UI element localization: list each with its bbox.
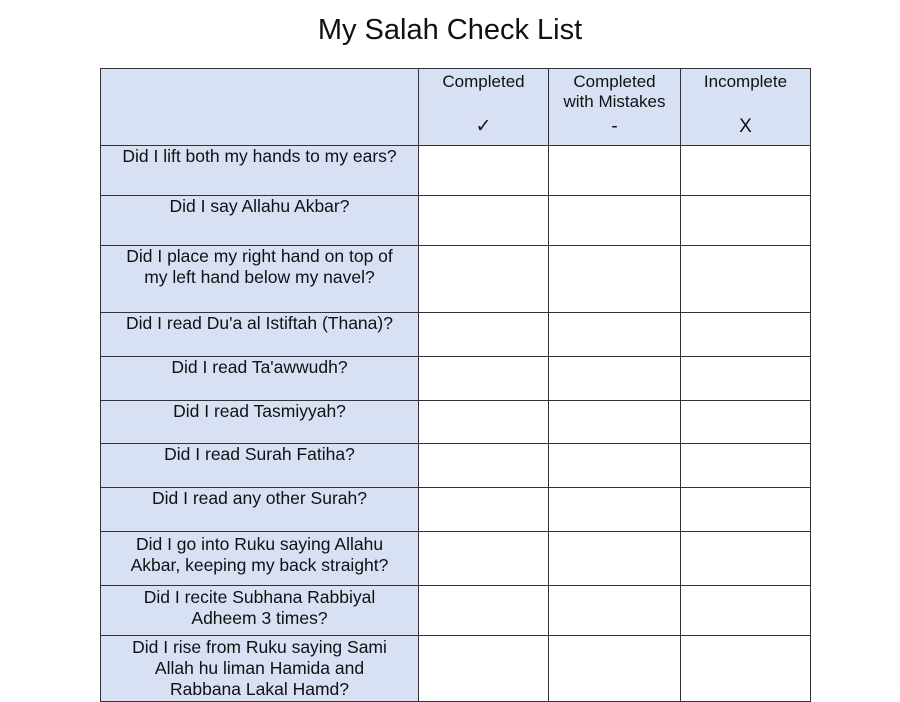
incomplete-cell[interactable] — [681, 196, 811, 246]
checkmark-icon: ✓ — [475, 116, 492, 137]
table-row — [101, 532, 811, 586]
mistakes-cell[interactable] — [549, 488, 681, 532]
table-row — [101, 586, 811, 636]
mistakes-cell[interactable] — [549, 196, 681, 246]
table-row — [101, 401, 811, 444]
completed-cell[interactable] — [419, 146, 549, 196]
incomplete-cell[interactable] — [681, 246, 811, 313]
header-completed: Completed ✓ — [419, 69, 549, 146]
incomplete-cell[interactable] — [681, 401, 811, 444]
incomplete-cell[interactable] — [681, 444, 811, 488]
question-cell: Did I read Du'a al Istiftah (Thana)? — [101, 313, 419, 357]
dash-icon: - — [611, 116, 618, 137]
mistakes-cell[interactable] — [549, 444, 681, 488]
question-cell: Did I say Allahu Akbar? — [101, 196, 419, 246]
mistakes-cell[interactable] — [549, 586, 681, 636]
question-cell: Did I rise from Ruku saying Sami Allah hu liman Hamida and Rabbana Lakal Hamd? — [101, 636, 419, 702]
incomplete-cell[interactable] — [681, 488, 811, 532]
incomplete-cell[interactable] — [681, 636, 811, 702]
completed-cell[interactable] — [419, 246, 549, 313]
completed-cell[interactable] — [419, 636, 549, 702]
table-row — [101, 246, 811, 313]
completed-cell[interactable] — [419, 532, 549, 586]
question-cell: Did I lift both my hands to my ears? — [101, 146, 419, 196]
table-row — [101, 357, 811, 401]
table-row — [101, 488, 811, 532]
question-cell: Did I read any other Surah? — [101, 488, 419, 532]
mistakes-cell[interactable] — [549, 313, 681, 357]
header-incomplete: Incomplete X — [681, 69, 811, 146]
x-icon: X — [739, 116, 752, 137]
mistakes-cell[interactable] — [549, 636, 681, 702]
header-blank-cell — [101, 69, 419, 146]
table-row — [101, 196, 811, 246]
header-completed-with-mistakes: Completed with Mistakes - — [549, 69, 681, 146]
mistakes-cell[interactable] — [549, 532, 681, 586]
question-cell: Did I read Surah Fatiha? — [101, 444, 419, 488]
incomplete-cell[interactable] — [681, 532, 811, 586]
header-row — [101, 69, 811, 146]
question-cell: Did I recite Subhana Rabbiyal Adheem 3 times? — [101, 586, 419, 636]
completed-cell[interactable] — [419, 313, 549, 357]
question-cell: Did I read Tasmiyyah? — [101, 401, 419, 444]
incomplete-cell[interactable] — [681, 146, 811, 196]
salah-checklist-table — [100, 68, 811, 702]
table-row — [101, 313, 811, 357]
question-cell: Did I place my right hand on top of my left hand below my navel? — [101, 246, 419, 313]
completed-cell[interactable] — [419, 357, 549, 401]
mistakes-cell[interactable] — [549, 401, 681, 444]
question-cell: Did I read Ta'awwudh? — [101, 357, 419, 401]
table-row — [101, 636, 811, 702]
completed-cell[interactable] — [419, 586, 549, 636]
incomplete-cell[interactable] — [681, 357, 811, 401]
incomplete-cell[interactable] — [681, 313, 811, 357]
page-title: My Salah Check List — [317, 14, 583, 46]
incomplete-cell[interactable] — [681, 586, 811, 636]
mistakes-cell[interactable] — [549, 246, 681, 313]
completed-cell[interactable] — [419, 444, 549, 488]
mistakes-cell[interactable] — [549, 357, 681, 401]
completed-cell[interactable] — [419, 196, 549, 246]
question-cell: Did I go into Ruku saying Allahu Akbar, keeping my back straight? — [101, 532, 419, 586]
mistakes-cell[interactable] — [549, 146, 681, 196]
table-row — [101, 146, 811, 196]
table-row — [101, 444, 811, 488]
completed-cell[interactable] — [419, 488, 549, 532]
completed-cell[interactable] — [419, 401, 549, 444]
